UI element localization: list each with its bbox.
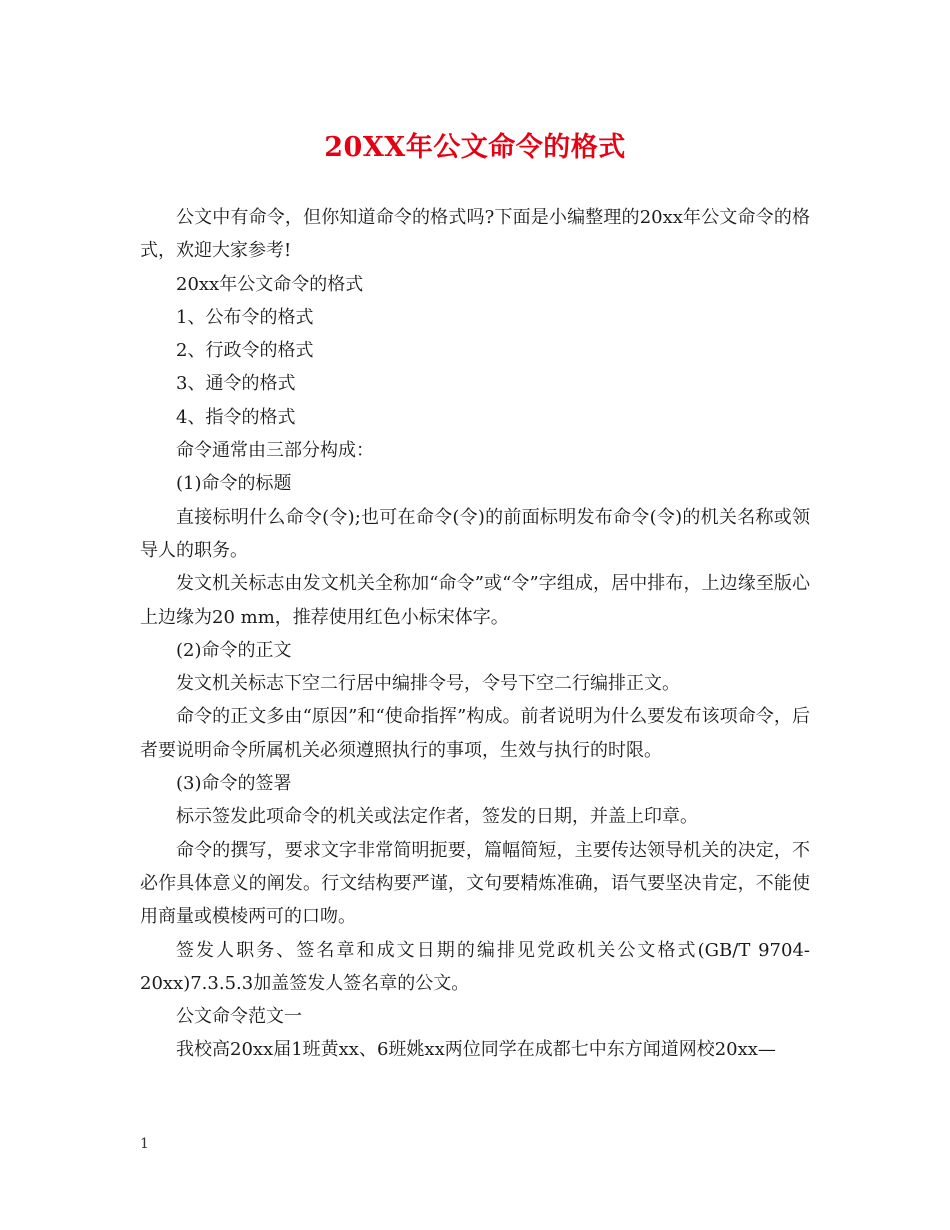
paragraph: 发文机关标志由发文机关全称加“命令”或“令”字组成，居中排布，上边缘至版心上边缘为20 mm，推荐使用红色小标宋体字。 [140, 573, 810, 628]
paragraph: 签发人职务、签名章和成文日期的编排见党政机关公文格式(GB/T 9704-20xx)7.3.5.3加盖签发人签名章的公文。 [140, 939, 810, 994]
paragraph: 我校高20xx届1班黄xx、6班姚xx两位同学在成都七中东方闻道网校20xx— [176, 1039, 776, 1061]
paragraph: (1)命令的标题 [176, 473, 292, 495]
paragraph: 20xx年公文命令的格式 [176, 273, 364, 295]
paragraph: 命令通常由三部分构成： [176, 440, 374, 462]
document-title: 20XX年公文命令的格式 [324, 132, 626, 163]
paragraph: (3)命令的签署 [176, 773, 292, 795]
document-body [140, 201, 810, 1067]
paragraph: 2、行政令的格式 [176, 340, 314, 362]
paragraph: 公文中有命令，但你知道命令的格式吗?下面是小编整理的20xx年公文命令的格式，欢迎大家参考! [140, 207, 810, 262]
paragraph: 直接标明什么命令(令);也可在命令(令)的前面标明发布命令(令)的机关名称或领导人的职务。 [140, 506, 810, 561]
paragraph: (2)命令的正文 [176, 639, 292, 661]
paragraph: 标示签发此项命令的机关或法定作者，签发的日期，并盖上印章。 [176, 806, 698, 828]
paragraph: 4、指令的格式 [176, 406, 296, 428]
paragraph: 公文命令范文一 [176, 1006, 302, 1028]
paragraph: 命令的正文多由“原因”和“使命指挥”构成。前者说明为什么要发布该项命令，后者要说明命令所属机关必须遵照执行的事项，生效与执行的时限。 [140, 706, 810, 761]
paragraph: 命令的撰写，要求文字非常简明扼要，篇幅简短，主要传达领导机关的决定，不必作具体意义的阐发。行文结构要严谨，文句要精炼准确，语气要坚决肯定，不能使用商量或模棱两可的口吻。 [140, 839, 810, 928]
paragraph: 1、公布令的格式 [176, 306, 314, 328]
paragraph: 3、通令的格式 [176, 373, 296, 395]
page-number: 1 [140, 1136, 149, 1152]
paragraph: 发文机关标志下空二行居中编排令号，令号下空二行编排正文。 [176, 673, 680, 695]
